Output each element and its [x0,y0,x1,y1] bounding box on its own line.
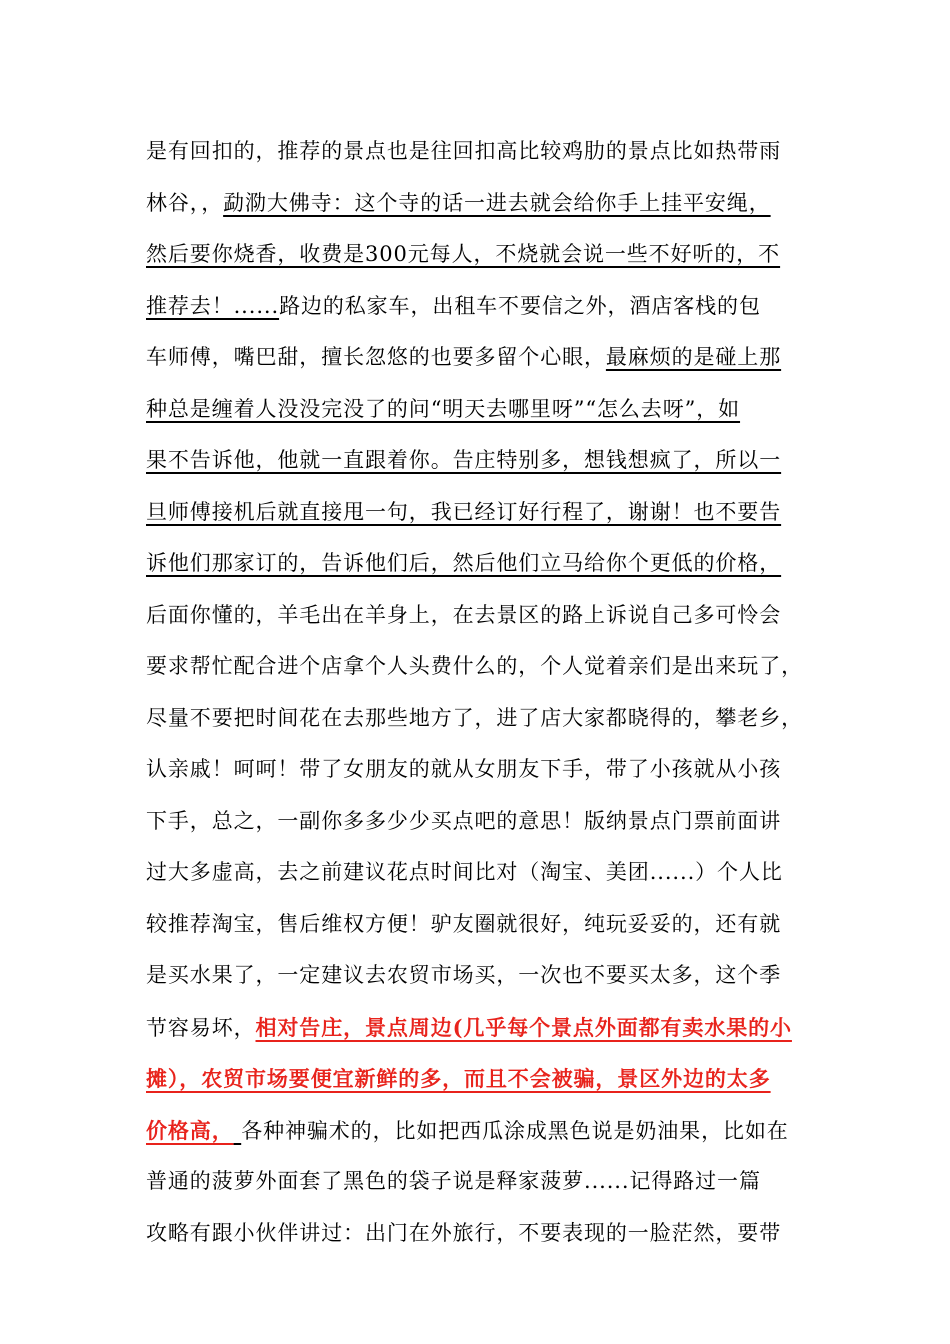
body-text [146,126,806,1259]
highlighted-text: 相对告庄，景点周边(几乎每个景点外面都有卖水果的小 [255,1014,792,1040]
text-line [146,744,806,796]
text-run: 过大多虚高，去之前建议花点时间比对（淘宝、美团......）个人比 [146,860,783,884]
text-run: 要求帮忙配合进个店拿个人头费什么的，个人觉着亲们是出来玩了， [146,654,803,678]
underlined-text: 推荐去！...... [146,293,280,318]
text-run: 尽量不要把时间花在去那些地方了，进了店大家都晓得的，攀老乡， [146,705,803,730]
text-run: 下手，总之，一副你多多少少买点吧的意思！版纳景点门票前面讲 [146,808,782,833]
text-run: 攻略有跟小伙伴讲过：出门在外旅行，不要表现的一脸茫然，要带 [146,1220,782,1245]
highlighted-text: 摊），农贸市场要便宜新鲜的多，而且不会被骗，景区外边的太多 [146,1066,771,1091]
text-line [146,693,806,745]
text-line [146,899,806,951]
text-line [146,281,806,333]
text-run: 较推荐淘宝，售后维权方便！驴友圈就很好，纯玩妥妥的，还有就 [146,911,782,936]
text-run: 林谷，， [146,190,224,215]
underlined-text: 种总是缠着人没没完没了的问“明天去哪里呀”“怎么去呀”，如 [146,396,741,421]
text-line [146,487,806,539]
text-line [146,384,806,436]
text-run: 各种神骗术的，比如把西瓜涂成黑色说是奶油果，比如在 [241,1118,789,1143]
text-line [146,1156,806,1208]
text-run: 是买水果了，一定建议去农贸市场买，一次也不要买太多，这个季 [146,963,782,987]
underlined-text: 旦师傅接机后就直接甩一句，我已经订好行程了，谢谢！也不要告 [146,499,782,524]
underlined-text: 然后要你烧香，收费是300元每人，不烧就会说一些不好听的，不 [146,242,781,266]
text-line [146,435,806,487]
text-run: 后面你懂的，羊毛出在羊身上，在去景区的路上诉说自己多可怜会 [146,602,782,627]
text-run: 节容易坏， [146,1015,256,1040]
text-line [146,229,806,281]
text-line [146,1002,806,1054]
underlined-text: 果不告诉他，他就一直跟着你。告庄特别多，想钱想疯了，所以一 [146,448,782,472]
underlined-text: 勐泐大佛寺：这个寺的话一进去就会给你手上挂平安绳， [223,190,771,215]
text-line [146,950,806,1002]
text-line [146,847,806,899]
text-line [146,1053,806,1105]
text-line [146,1208,806,1260]
text-run: 认亲戚！呵呵！带了女朋友的就从女朋友下手，带了小孩就从小孩 [146,757,782,781]
text-line [146,796,806,848]
text-line [146,126,806,178]
text-line [146,178,806,230]
text-run: 车师傅，嘴巴甜，擅长忽悠的也要多留个心眼， [146,345,606,369]
text-line [146,590,806,642]
text-run: 是有回扣的，推荐的景点也是往回扣高比较鸡肋的景点比如热带雨 [146,139,782,163]
text-line [146,641,806,693]
underlined-text: 最麻烦的是碰上那 [605,345,782,369]
text-run: 路边的私家车，出租车不要信之外，酒店客栈的包 [279,293,761,318]
text-line [146,538,806,590]
underlined-text: 诉他们那家订的，告诉他们后，然后他们立马给你个更低的价格， [146,551,782,575]
highlighted-text: 价格高， [146,1117,234,1143]
text-run: 普通的菠萝外面套了黑色的袋子说是释家菠萝......记得路过一篇 [146,1169,761,1193]
text-line [146,332,806,384]
text-line [146,1105,806,1157]
